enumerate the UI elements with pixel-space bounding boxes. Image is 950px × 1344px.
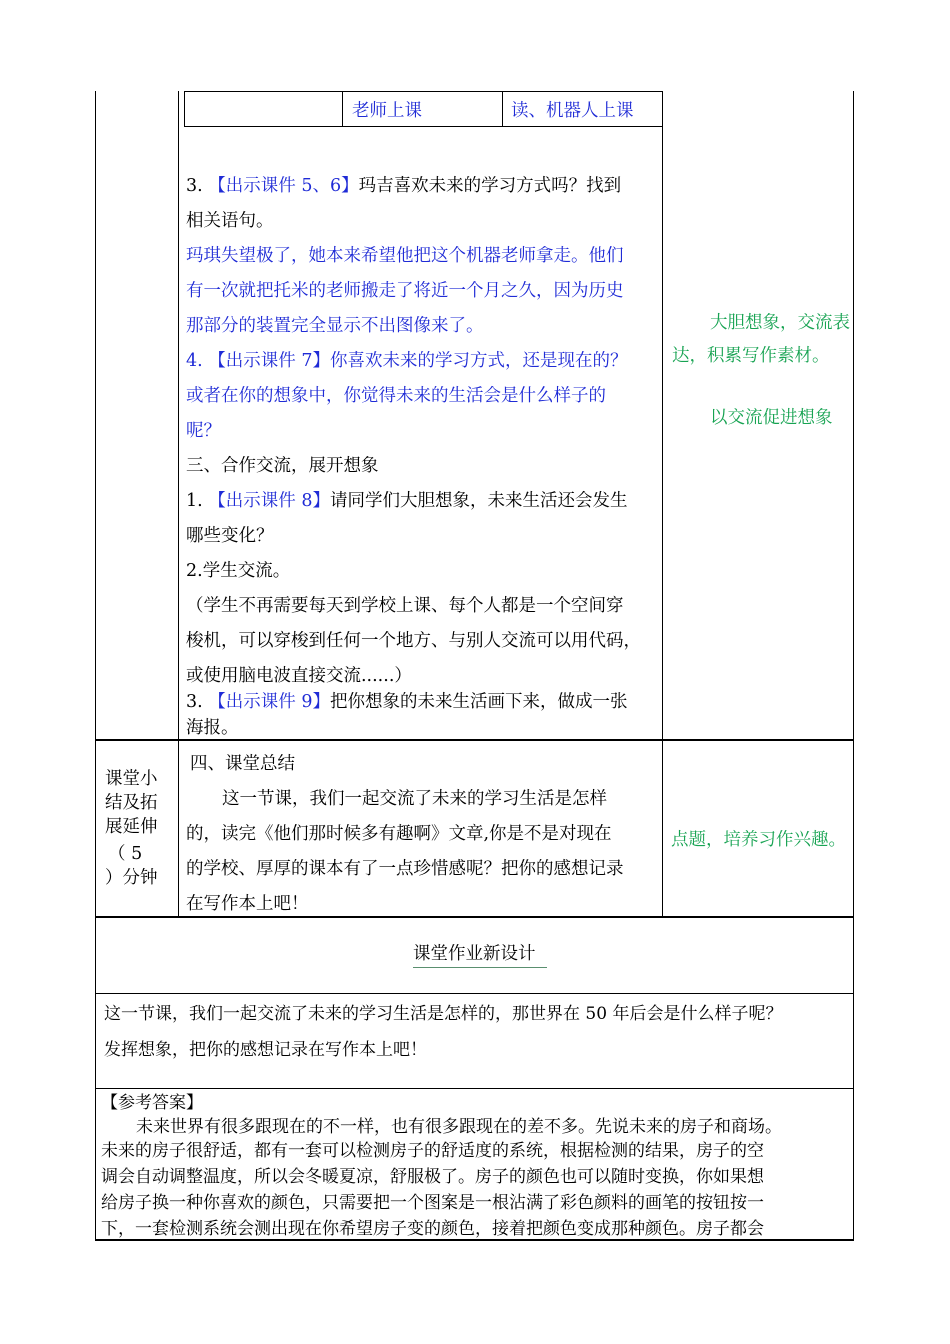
item-3-line-2: 相关语句。: [186, 211, 274, 231]
s3-item-1: [186, 487, 627, 512]
paren-line-2: 梭机，可以穿梭到任何一个地方、与别人交流可以用代码，: [186, 631, 641, 651]
inner-table-col-2: [502, 91, 503, 127]
item-4-question: 你喜欢未来的学习方式，还是现在的？: [329, 351, 628, 371]
row-divider-homework-body: [95, 993, 854, 994]
reference-line-4: 给房子换一种你喜欢的颜色，只需要把一个图案是一根沾满了彩色颜料的画笔的按钮按一: [101, 1193, 764, 1213]
intent-line-1: 大胆想象，交流表: [710, 313, 850, 333]
summary-body-4: 在写作本上吧！: [186, 894, 309, 914]
item-3-courseware: 【出示课件 5、6】: [208, 176, 359, 196]
s3-item-3-line-2: 海报。: [186, 718, 239, 738]
item-3-question: 玛吉喜欢未来的学习方式吗？找到: [358, 176, 622, 196]
intent-line-2: 达，积累写作素材。: [672, 346, 830, 366]
item-4-num: 4.: [186, 351, 203, 371]
s3-item-2: 2.学生交流。: [186, 561, 291, 581]
paren-line-1: （学生不再需要每天到学校上课、每个人都是一个空间穿: [186, 596, 624, 616]
reference-line-5: 下，一套检测系统会测出现在你希望房子变的颜色，接着把颜色变成那种颜色。房子都会: [101, 1219, 764, 1239]
inner-table-top: [184, 91, 662, 92]
table-bottom-border: [95, 1239, 854, 1241]
inner-table-cell-2: 老师上课: [352, 101, 422, 121]
summary-label-2: 结及拓: [105, 793, 158, 813]
homework-line-2: 发挥想象，把你的感想记录在写作本上吧！: [104, 1040, 427, 1060]
quote-line-3: 那部分的装置完全显示不出图像来了。: [186, 316, 484, 336]
summary-label-1: 课堂小: [105, 769, 158, 789]
table-right-border: [853, 91, 854, 1240]
paren-line-3: 或使用脑电波直接交流......）: [186, 666, 412, 686]
quote-line-2: 有一次就把托米的老师搬走了将近一个月之久，因为历史: [186, 281, 624, 301]
s3-item-1-num: 1.: [186, 491, 203, 511]
reference-line-1: 未来世界有很多跟现在的不一样，也有很多跟现在的差不多。先说未来的房子和商场。: [136, 1117, 782, 1137]
row-divider-summary: [95, 739, 854, 741]
inner-table-cell-3: 读、机器人上课: [511, 101, 634, 121]
item-4-line-2: 或者在你的想象中，你觉得未来的生活会是什么样子的: [186, 386, 606, 406]
item-3-num: 3.: [186, 176, 203, 196]
row-divider-homework: [95, 916, 854, 918]
s3-item-1-line-2: 哪些变化？: [186, 526, 274, 546]
col-divider-2: [662, 91, 663, 917]
summary-intent: 点题，培养习作兴趣。: [671, 830, 846, 850]
reference-title: 【参考答案】: [101, 1093, 203, 1113]
homework-title: 课堂作业新设计: [413, 944, 536, 964]
s3-item-1-courseware: 【出示课件 8】: [208, 491, 330, 511]
homework-line-1: 这一节课，我们一起交流了未来的学习生活是怎样的，那世界在 50 年后会是什么样子呢？: [104, 1004, 783, 1024]
section-3-heading: 三、合作交流，展开想象: [186, 456, 379, 476]
homework-title-underline: [413, 967, 547, 968]
item-3: [186, 172, 621, 197]
row-divider-reference: [95, 1088, 854, 1089]
summary-body-2: 的，读完《他们那时候多有趣啊》文章,你是不是对现在: [186, 824, 612, 844]
s3-item-1-question: 请同学们大胆想象，未来生活还会发生: [329, 491, 628, 511]
col-divider-1: [178, 91, 179, 917]
item-4-line-3: 呢？: [186, 421, 221, 441]
item-4-courseware: 【出示课件 7】: [208, 351, 330, 371]
inner-table-bottom: [184, 126, 662, 127]
quote-line-1: 玛琪失望极了，她本来希望他把这个机器老师拿走。他们: [186, 246, 624, 266]
reference-line-3: 调会自动调整温度，所以会冬暖夏凉，舒服极了。房子的颜色也可以随时变换，你如果想: [101, 1167, 764, 1187]
reference-line-2: 未来的房子很舒适，都有一套可以检测房子的舒适度的系统，根据检测的结果，房子的空: [101, 1141, 764, 1161]
summary-label-5: ）分钟: [105, 868, 158, 888]
item-4: [186, 347, 627, 372]
s3-item-3-num: 3.: [186, 692, 203, 712]
summary-label-4: （ 5: [108, 844, 143, 864]
intent-line-3: 以交流促进想象: [710, 408, 833, 428]
table-left-border: [95, 91, 96, 1240]
s3-item-3-question: 把你想象的未来生活画下来，做成一张: [329, 692, 628, 712]
inner-table-left: [184, 91, 185, 127]
inner-table-col-1: [342, 91, 343, 127]
summary-body-1: 这一节课，我们一起交流了未来的学习生活是怎样: [222, 789, 607, 809]
s3-item-3: [186, 688, 627, 713]
summary-heading: 四、课堂总结: [190, 754, 295, 774]
summary-body-3: 的学校、厚厚的课本有了一点珍惜感呢？把你的感想记录: [186, 859, 624, 879]
s3-item-3-courseware: 【出示课件 9】: [208, 692, 330, 712]
summary-label-3: 展延伸: [105, 817, 158, 837]
